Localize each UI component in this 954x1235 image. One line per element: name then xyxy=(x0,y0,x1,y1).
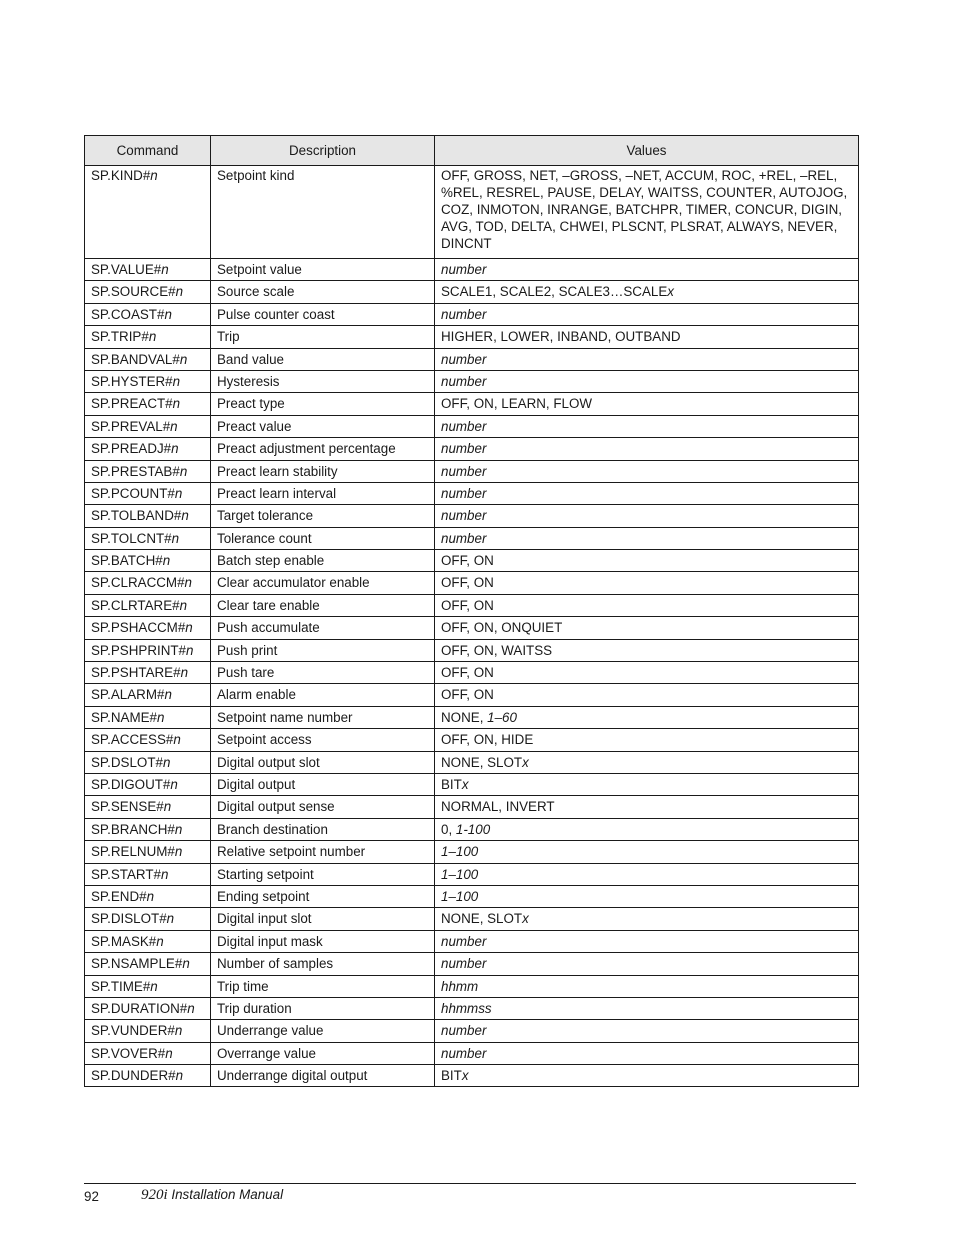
value-text: hhmmss xyxy=(441,1000,492,1016)
command-name: SP.ACCESS# xyxy=(91,732,174,748)
command-suffix: n xyxy=(157,709,165,725)
values-cell xyxy=(435,303,859,325)
header-command: Command xyxy=(85,136,211,166)
description-cell: Starting setpoint xyxy=(211,863,435,885)
command-cell xyxy=(85,572,211,594)
table-row xyxy=(85,751,859,773)
description-cell: Target tolerance xyxy=(211,505,435,527)
description-cell: Clear accumulator enable xyxy=(211,572,435,594)
values-cell xyxy=(435,505,859,527)
command-suffix: n xyxy=(170,418,178,434)
value-text: NORMAL, INVERT xyxy=(441,799,555,815)
command-suffix: n xyxy=(180,665,189,681)
value-text: OFF, ON xyxy=(441,687,494,703)
command-name: SP.TOLCNT# xyxy=(91,530,172,546)
values-cell xyxy=(435,953,859,975)
values-cell xyxy=(435,527,859,549)
command-cell xyxy=(85,370,211,392)
table-row xyxy=(85,527,859,549)
command-name: SP.VUNDER# xyxy=(91,1023,175,1039)
values-cell xyxy=(435,572,859,594)
command-suffix: n xyxy=(165,1045,173,1061)
command-name: SP.TRIP# xyxy=(91,329,149,345)
description-cell: Source scale xyxy=(211,281,435,303)
value-text: NONE, SLOT xyxy=(441,911,523,927)
command-cell xyxy=(85,259,211,281)
command-suffix: n xyxy=(164,687,172,703)
header-description: Description xyxy=(211,136,435,166)
command-name: SP.PCOUNT# xyxy=(91,485,175,501)
description-cell: Push tare xyxy=(211,662,435,684)
footer-model: 920i xyxy=(141,1187,168,1203)
command-name: SP.SENSE# xyxy=(91,799,164,815)
command-suffix: n xyxy=(175,284,184,300)
command-cell xyxy=(85,438,211,460)
values-cell xyxy=(435,1042,859,1064)
table-row xyxy=(85,393,859,415)
command-name: SP.PSHTARE# xyxy=(91,665,181,681)
value-text: number xyxy=(441,441,487,457)
command-suffix: n xyxy=(182,956,190,972)
command-cell xyxy=(85,303,211,325)
command-name: SP.PSHPRINT# xyxy=(91,642,187,658)
command-suffix: n xyxy=(146,888,155,904)
description-cell: Trip duration xyxy=(211,997,435,1019)
command-name: SP.CLRACCM# xyxy=(91,575,185,591)
description-cell: Overrange value xyxy=(211,1042,435,1064)
description-cell: Hysteresis xyxy=(211,370,435,392)
command-suffix: n xyxy=(171,530,180,546)
description-cell: Trip time xyxy=(211,975,435,997)
values-cell xyxy=(435,326,859,348)
description-cell: Preact adjustment percentage xyxy=(211,438,435,460)
value-text: SCALE1, SCALE2, SCALE3…SCALE xyxy=(441,284,668,300)
values-cell xyxy=(435,751,859,773)
table-row xyxy=(85,706,859,728)
command-name: SP.KIND# xyxy=(91,168,151,183)
footer-manual-name: Installation Manual xyxy=(167,1187,284,1202)
table-row xyxy=(85,572,859,594)
value-text: OFF, GROSS, NET, –GROSS, –NET, ACCUM, ROC, +REL, –REL, %REL, RESREL, PAUSE, DELAY, WAITSS, COUNTER, AUTOJOG, COZ, INMOTON, INRANGE, BATCHPR, TIMER, CONCUR, DIGIN, AVG, TOD, DELTA, CHWEI, PLSCNT, PLSRAT, ALWAYS, NEVER, DINCNT xyxy=(441,168,848,251)
value-text: NONE, xyxy=(441,709,488,725)
value-text: x xyxy=(461,776,469,792)
command-cell xyxy=(85,482,211,504)
command-name: SP.VOVER# xyxy=(91,1045,166,1061)
command-cell xyxy=(85,639,211,661)
table-row xyxy=(85,505,859,527)
command-cell xyxy=(85,751,211,773)
command-name: SP.NSAMPLE# xyxy=(91,956,183,972)
value-text: 1-100 xyxy=(455,821,491,837)
command-suffix: n xyxy=(156,933,164,949)
values-cell xyxy=(435,863,859,885)
command-suffix: n xyxy=(174,844,183,860)
description-cell: Digital output xyxy=(211,773,435,795)
values-cell xyxy=(435,482,859,504)
value-text: HIGHER, LOWER, INBAND, OUTBAND xyxy=(441,329,681,345)
command-cell xyxy=(85,326,211,348)
command-suffix: n xyxy=(185,620,193,636)
value-text: hhmm xyxy=(441,978,479,994)
table-row xyxy=(85,438,859,460)
command-name: SP.TOLBAND# xyxy=(91,508,182,524)
description-cell: Underrange digital output xyxy=(211,1065,435,1087)
command-cell xyxy=(85,975,211,997)
values-cell xyxy=(435,639,859,661)
command-name: SP.PREACT# xyxy=(91,396,173,412)
command-cell xyxy=(85,594,211,616)
command-cell xyxy=(85,796,211,818)
values-cell xyxy=(435,370,859,392)
command-suffix: n xyxy=(150,978,158,994)
command-cell xyxy=(85,885,211,907)
value-text: OFF, ON, HIDE xyxy=(441,732,534,748)
table-row xyxy=(85,1065,859,1087)
table-row xyxy=(85,348,859,370)
command-name: SP.DSLOT# xyxy=(91,754,163,770)
command-cell xyxy=(85,684,211,706)
command-suffix: n xyxy=(171,441,179,457)
values-cell xyxy=(435,662,859,684)
value-text: x xyxy=(461,1068,469,1084)
command-cell xyxy=(85,818,211,840)
description-cell: Batch step enable xyxy=(211,550,435,572)
value-text: number xyxy=(441,418,487,434)
command-name: SP.CLRTARE# xyxy=(91,597,180,613)
command-cell xyxy=(85,281,211,303)
command-name: SP.BATCH# xyxy=(91,553,163,569)
command-suffix: n xyxy=(174,821,183,837)
command-suffix: n xyxy=(163,799,172,815)
command-name: SP.DIGOUT# xyxy=(91,776,171,792)
value-text: number xyxy=(441,1045,487,1061)
command-suffix: n xyxy=(161,262,169,277)
value-text: number xyxy=(441,463,487,479)
description-cell: Setpoint value xyxy=(211,259,435,281)
command-suffix: n xyxy=(186,642,194,658)
command-cell xyxy=(85,863,211,885)
table-row xyxy=(85,997,859,1019)
description-cell: Setpoint name number xyxy=(211,706,435,728)
values-cell xyxy=(435,460,859,482)
values-cell xyxy=(435,841,859,863)
command-name: SP.RELNUM# xyxy=(91,844,175,860)
values-cell xyxy=(435,348,859,370)
description-cell: Relative setpoint number xyxy=(211,841,435,863)
description-cell: Pulse counter coast xyxy=(211,303,435,325)
command-cell xyxy=(85,1065,211,1087)
command-cell xyxy=(85,415,211,437)
value-text: OFF, ON xyxy=(441,597,494,613)
command-name: SP.DUNDER# xyxy=(91,1068,176,1084)
description-cell: Number of samples xyxy=(211,953,435,975)
values-cell xyxy=(435,281,859,303)
value-text: x xyxy=(667,284,674,300)
table-row xyxy=(85,594,859,616)
value-text: 0, xyxy=(441,821,456,837)
table-row xyxy=(85,617,859,639)
table-row xyxy=(85,639,859,661)
values-cell xyxy=(435,773,859,795)
description-cell: Ending setpoint xyxy=(211,885,435,907)
table-row xyxy=(85,841,859,863)
values-cell xyxy=(435,818,859,840)
description-cell: Preact learn interval xyxy=(211,482,435,504)
table-row xyxy=(85,885,859,907)
command-suffix: n xyxy=(160,866,169,882)
value-text: OFF, ON, ONQUIET xyxy=(441,620,563,636)
command-name: SP.ALARM# xyxy=(91,687,165,703)
values-cell xyxy=(435,997,859,1019)
table-header-row xyxy=(85,136,859,166)
values-cell xyxy=(435,1065,859,1087)
value-text: OFF, ON, LEARN, FLOW xyxy=(441,396,593,412)
description-cell: Underrange value xyxy=(211,1020,435,1042)
values-cell xyxy=(435,908,859,930)
command-cell xyxy=(85,460,211,482)
command-cell xyxy=(85,617,211,639)
values-cell xyxy=(435,550,859,572)
value-text: number xyxy=(441,530,487,546)
command-suffix: n xyxy=(181,508,189,524)
command-name: SP.PSHACCM# xyxy=(91,620,186,636)
command-suffix: n xyxy=(172,396,181,412)
command-name: SP.HYSTER# xyxy=(91,373,173,389)
value-text: number xyxy=(441,508,487,524)
table-row xyxy=(85,930,859,952)
description-cell: Band value xyxy=(211,348,435,370)
table-row xyxy=(85,415,859,437)
description-cell: Setpoint kind xyxy=(211,166,435,259)
command-suffix: n xyxy=(184,575,192,591)
command-cell xyxy=(85,997,211,1019)
table-row xyxy=(85,1020,859,1042)
values-cell xyxy=(435,885,859,907)
values-cell xyxy=(435,393,859,415)
description-cell: Digital output slot xyxy=(211,751,435,773)
values-cell xyxy=(435,706,859,728)
table-row xyxy=(85,482,859,504)
command-name: SP.DISLOT# xyxy=(91,911,167,927)
value-text: number xyxy=(441,956,487,972)
table-row xyxy=(85,684,859,706)
value-text: x xyxy=(522,911,529,927)
values-cell xyxy=(435,684,859,706)
values-cell xyxy=(435,166,859,259)
description-cell: Preact learn stability xyxy=(211,460,435,482)
command-cell xyxy=(85,706,211,728)
table-row xyxy=(85,818,859,840)
values-cell xyxy=(435,415,859,437)
command-suffix: n xyxy=(173,732,181,748)
description-cell: Digital output sense xyxy=(211,796,435,818)
command-cell xyxy=(85,550,211,572)
command-name: SP.BANDVAL# xyxy=(91,351,180,367)
command-suffix: n xyxy=(179,351,188,367)
description-cell: Push print xyxy=(211,639,435,661)
table-row xyxy=(85,460,859,482)
description-cell: Preact type xyxy=(211,393,435,415)
value-text: number xyxy=(441,262,487,277)
table-row xyxy=(85,796,859,818)
command-suffix: n xyxy=(174,485,183,501)
command-suffix: n xyxy=(179,463,188,479)
description-cell: Setpoint access xyxy=(211,729,435,751)
header-values: Values xyxy=(435,136,859,166)
table-row xyxy=(85,975,859,997)
value-text: number xyxy=(441,373,487,389)
command-suffix: n xyxy=(164,306,172,322)
value-text: 1–100 xyxy=(441,866,479,882)
value-text: NONE, SLOT xyxy=(441,754,523,770)
table-row xyxy=(85,908,859,930)
command-table xyxy=(84,135,859,1087)
command-name: SP.BRANCH# xyxy=(91,821,175,837)
command-cell xyxy=(85,1042,211,1064)
page-number: 92 xyxy=(84,1189,99,1204)
command-cell xyxy=(85,348,211,370)
description-cell: Trip xyxy=(211,326,435,348)
value-text: BIT xyxy=(441,776,462,792)
command-cell xyxy=(85,773,211,795)
footer-title xyxy=(141,1187,283,1204)
value-text: number xyxy=(441,933,487,949)
command-name: SP.PREVAL# xyxy=(91,418,171,434)
values-cell xyxy=(435,1020,859,1042)
table-row xyxy=(85,326,859,348)
table-row xyxy=(85,166,859,259)
description-cell: Digital input mask xyxy=(211,930,435,952)
description-cell: Push accumulate xyxy=(211,617,435,639)
table-row xyxy=(85,953,859,975)
table-row xyxy=(85,1042,859,1064)
table-row xyxy=(85,729,859,751)
values-cell xyxy=(435,617,859,639)
values-cell xyxy=(435,975,859,997)
value-text: 1–100 xyxy=(441,888,479,904)
command-suffix: n xyxy=(148,329,157,345)
value-text: OFF, ON xyxy=(441,575,494,591)
value-text: OFF, ON, WAITSS xyxy=(441,642,553,658)
value-text: BIT xyxy=(441,1068,462,1084)
table-row xyxy=(85,550,859,572)
command-cell xyxy=(85,1020,211,1042)
description-cell: Preact value xyxy=(211,415,435,437)
table-row xyxy=(85,773,859,795)
command-cell xyxy=(85,908,211,930)
command-cell xyxy=(85,930,211,952)
command-cell xyxy=(85,166,211,259)
command-cell xyxy=(85,505,211,527)
description-cell: Clear tare enable xyxy=(211,594,435,616)
value-text: OFF, ON xyxy=(441,553,494,569)
command-suffix: n xyxy=(175,1068,184,1084)
footer-rule xyxy=(84,1183,856,1184)
description-cell: Alarm enable xyxy=(211,684,435,706)
command-name: SP.PREADJ# xyxy=(91,441,172,457)
values-cell xyxy=(435,930,859,952)
value-text: OFF, ON xyxy=(441,665,494,681)
command-cell xyxy=(85,662,211,684)
table-row xyxy=(85,303,859,325)
command-suffix: n xyxy=(162,754,171,770)
command-suffix: n xyxy=(179,597,188,613)
value-text: 1–60 xyxy=(487,709,517,725)
description-cell: Branch destination xyxy=(211,818,435,840)
description-cell: Tolerance count xyxy=(211,527,435,549)
command-suffix: n xyxy=(170,776,178,792)
description-cell: Digital input slot xyxy=(211,908,435,930)
command-name: SP.MASK# xyxy=(91,933,157,949)
command-name: SP.VALUE# xyxy=(91,262,162,277)
command-name: SP.PRESTAB# xyxy=(91,463,180,479)
table-row xyxy=(85,259,859,281)
table-body xyxy=(85,166,859,1087)
command-cell xyxy=(85,953,211,975)
table-row xyxy=(85,662,859,684)
table-row xyxy=(85,863,859,885)
command-name: SP.SOURCE# xyxy=(91,284,176,300)
values-cell xyxy=(435,438,859,460)
values-cell xyxy=(435,259,859,281)
command-name: SP.START# xyxy=(91,866,161,882)
command-cell xyxy=(85,527,211,549)
value-text: number xyxy=(441,306,487,322)
command-suffix: n xyxy=(166,911,175,927)
command-name: SP.TIME# xyxy=(91,978,151,994)
command-name: SP.DURATION# xyxy=(91,1000,188,1016)
command-suffix: n xyxy=(187,1000,195,1016)
command-name: SP.COAST# xyxy=(91,306,165,322)
value-text: number xyxy=(441,351,487,367)
command-name: SP.NAME# xyxy=(91,709,157,725)
table-row xyxy=(85,281,859,303)
value-text: 1–100 xyxy=(441,844,479,860)
command-suffix: n xyxy=(162,553,171,569)
command-suffix: n xyxy=(172,373,181,389)
values-cell xyxy=(435,729,859,751)
command-name: SP.END# xyxy=(91,888,147,904)
command-cell xyxy=(85,841,211,863)
command-suffix: n xyxy=(174,1023,183,1039)
value-text: number xyxy=(441,485,487,501)
command-cell xyxy=(85,393,211,415)
table-row xyxy=(85,370,859,392)
command-cell xyxy=(85,729,211,751)
values-cell xyxy=(435,796,859,818)
command-suffix: n xyxy=(150,168,158,183)
value-text: number xyxy=(441,1023,487,1039)
values-cell xyxy=(435,594,859,616)
value-text: x xyxy=(522,754,529,770)
